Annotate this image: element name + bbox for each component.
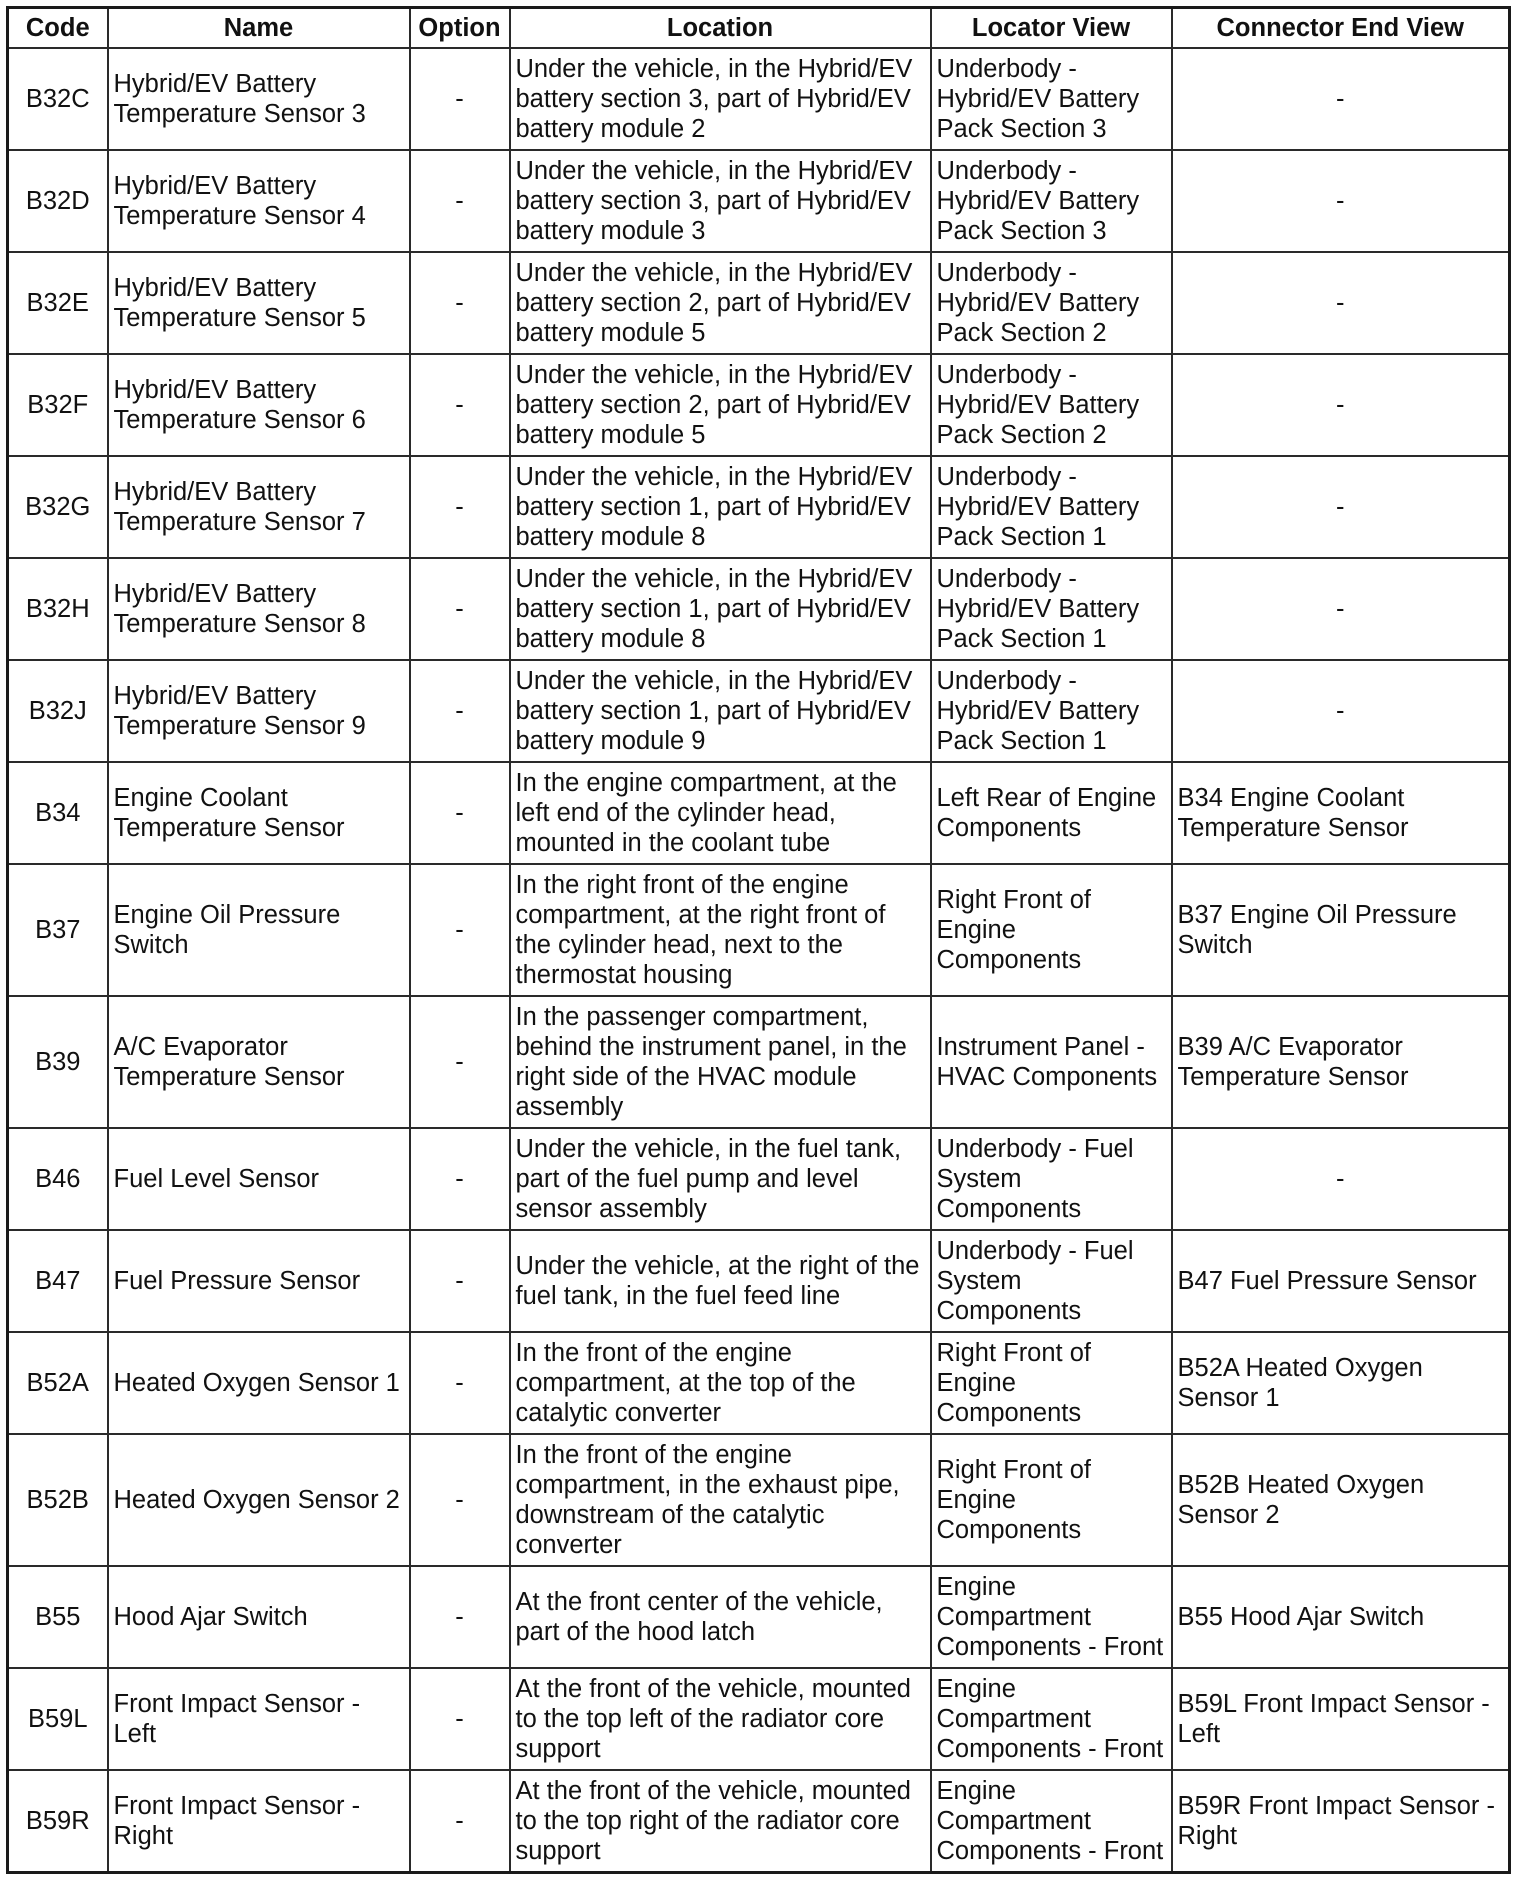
cell-option: - [410, 762, 510, 864]
cell-connector-end-view: - [1172, 456, 1510, 558]
cell-name: Front Impact Sensor - Left [108, 1668, 410, 1770]
cell-code: B32C [8, 48, 108, 150]
component-locator-table [6, 6, 1511, 1874]
table-row [8, 1332, 1510, 1434]
cell-name: Hybrid/EV Battery Temperature Sensor 9 [108, 660, 410, 762]
cell-option: - [410, 150, 510, 252]
cell-locator-view: Left Rear of Engine Components [931, 762, 1172, 864]
table-row [8, 1770, 1510, 1872]
cell-name: A/C Evaporator Temperature Sensor [108, 996, 410, 1128]
cell-location: In the passenger compartment, behind the instrument panel, in the right side of the HVAC module assembly [510, 996, 931, 1128]
cell-locator-view: Underbody - Fuel System Components [931, 1230, 1172, 1332]
cell-name: Hybrid/EV Battery Temperature Sensor 6 [108, 354, 410, 456]
cell-locator-view: Underbody - Hybrid/EV Battery Pack Section 2 [931, 252, 1172, 354]
cell-option: - [410, 252, 510, 354]
cell-connector-end-view: B34 Engine Coolant Temperature Sensor [1172, 762, 1510, 864]
cell-location: Under the vehicle, in the Hybrid/EV battery section 2, part of Hybrid/EV battery module 5 [510, 252, 931, 354]
cell-name: Engine Oil Pressure Switch [108, 864, 410, 996]
cell-option: - [410, 1128, 510, 1230]
table-row [8, 456, 1510, 558]
cell-option: - [410, 1230, 510, 1332]
cell-locator-view: Right Front of Engine Components [931, 864, 1172, 996]
cell-location: Under the vehicle, in the Hybrid/EV battery section 1, part of Hybrid/EV battery module 8 [510, 558, 931, 660]
cell-locator-view: Underbody - Fuel System Components [931, 1128, 1172, 1230]
cell-code: B47 [8, 1230, 108, 1332]
cell-connector-end-view: - [1172, 48, 1510, 150]
cell-locator-view: Engine Compartment Components - Front [931, 1668, 1172, 1770]
cell-code: B52B [8, 1434, 108, 1566]
cell-name: Engine Coolant Temperature Sensor [108, 762, 410, 864]
cell-connector-end-view: B39 A/C Evaporator Temperature Sensor [1172, 996, 1510, 1128]
cell-connector-end-view: - [1172, 558, 1510, 660]
cell-code: B32J [8, 660, 108, 762]
cell-name: Hybrid/EV Battery Temperature Sensor 7 [108, 456, 410, 558]
cell-name: Fuel Level Sensor [108, 1128, 410, 1230]
cell-code: B32H [8, 558, 108, 660]
cell-code: B55 [8, 1566, 108, 1668]
cell-name: Heated Oxygen Sensor 1 [108, 1332, 410, 1434]
header-name: Name [108, 8, 410, 49]
cell-option: - [410, 1668, 510, 1770]
header-locator-view: Locator View [931, 8, 1172, 49]
cell-name: Hood Ajar Switch [108, 1566, 410, 1668]
cell-connector-end-view: B47 Fuel Pressure Sensor [1172, 1230, 1510, 1332]
cell-option: - [410, 1434, 510, 1566]
cell-name: Heated Oxygen Sensor 2 [108, 1434, 410, 1566]
cell-connector-end-view: B37 Engine Oil Pressure Switch [1172, 864, 1510, 996]
cell-name: Front Impact Sensor - Right [108, 1770, 410, 1872]
cell-option: - [410, 354, 510, 456]
cell-location: Under the vehicle, at the right of the fuel tank, in the fuel feed line [510, 1230, 931, 1332]
cell-code: B32F [8, 354, 108, 456]
cell-option: - [410, 1332, 510, 1434]
table-row [8, 996, 1510, 1128]
cell-option: - [410, 456, 510, 558]
cell-name: Fuel Pressure Sensor [108, 1230, 410, 1332]
cell-locator-view: Right Front of Engine Components [931, 1434, 1172, 1566]
cell-option: - [410, 864, 510, 996]
cell-option: - [410, 48, 510, 150]
cell-connector-end-view: - [1172, 660, 1510, 762]
cell-option: - [410, 660, 510, 762]
cell-locator-view: Engine Compartment Components - Front [931, 1770, 1172, 1872]
cell-locator-view: Underbody - Hybrid/EV Battery Pack Section 1 [931, 558, 1172, 660]
cell-location: In the engine compartment, at the left end of the cylinder head, mounted in the coolant tube [510, 762, 931, 864]
cell-location: Under the vehicle, in the Hybrid/EV battery section 1, part of Hybrid/EV battery module 8 [510, 456, 931, 558]
cell-connector-end-view: B59L Front Impact Sensor - Left [1172, 1668, 1510, 1770]
cell-connector-end-view: B55 Hood Ajar Switch [1172, 1566, 1510, 1668]
table-row [8, 150, 1510, 252]
cell-location: At the front of the vehicle, mounted to the top left of the radiator core support [510, 1668, 931, 1770]
table-row [8, 354, 1510, 456]
cell-code: B32E [8, 252, 108, 354]
cell-locator-view: Engine Compartment Components - Front [931, 1566, 1172, 1668]
table-row [8, 252, 1510, 354]
cell-code: B46 [8, 1128, 108, 1230]
table-row [8, 1566, 1510, 1668]
table-row [8, 558, 1510, 660]
cell-name: Hybrid/EV Battery Temperature Sensor 3 [108, 48, 410, 150]
cell-option: - [410, 1566, 510, 1668]
header-row [8, 8, 1510, 49]
cell-option: - [410, 558, 510, 660]
cell-locator-view: Underbody - Hybrid/EV Battery Pack Section 2 [931, 354, 1172, 456]
cell-locator-view: Underbody - Hybrid/EV Battery Pack Section 3 [931, 48, 1172, 150]
cell-code: B52A [8, 1332, 108, 1434]
cell-code: B32D [8, 150, 108, 252]
cell-location: In the front of the engine compartment, in the exhaust pipe, downstream of the catalytic converter [510, 1434, 931, 1566]
cell-code: B39 [8, 996, 108, 1128]
table-row [8, 1230, 1510, 1332]
cell-option: - [410, 996, 510, 1128]
cell-code: B59L [8, 1668, 108, 1770]
cell-code: B32G [8, 456, 108, 558]
cell-code: B59R [8, 1770, 108, 1872]
cell-code: B34 [8, 762, 108, 864]
cell-connector-end-view: B52A Heated Oxygen Sensor 1 [1172, 1332, 1510, 1434]
cell-location: In the front of the engine compartment, at the top of the catalytic converter [510, 1332, 931, 1434]
cell-name: Hybrid/EV Battery Temperature Sensor 8 [108, 558, 410, 660]
cell-connector-end-view: - [1172, 150, 1510, 252]
cell-location: Under the vehicle, in the Hybrid/EV battery section 2, part of Hybrid/EV battery module 5 [510, 354, 931, 456]
cell-locator-view: Instrument Panel - HVAC Components [931, 996, 1172, 1128]
cell-connector-end-view: - [1172, 252, 1510, 354]
cell-name: Hybrid/EV Battery Temperature Sensor 4 [108, 150, 410, 252]
cell-location: Under the vehicle, in the fuel tank, part of the fuel pump and level sensor assembly [510, 1128, 931, 1230]
header-connector-end-view: Connector End View [1172, 8, 1510, 49]
table-row [8, 1668, 1510, 1770]
table-row [8, 660, 1510, 762]
header-option: Option [410, 8, 510, 49]
cell-location: Under the vehicle, in the Hybrid/EV battery section 3, part of Hybrid/EV battery module 3 [510, 150, 931, 252]
table-row [8, 48, 1510, 150]
cell-name: Hybrid/EV Battery Temperature Sensor 5 [108, 252, 410, 354]
cell-connector-end-view: - [1172, 1128, 1510, 1230]
header-code: Code [8, 8, 108, 49]
cell-location: At the front of the vehicle, mounted to the top right of the radiator core support [510, 1770, 931, 1872]
cell-location: Under the vehicle, in the Hybrid/EV battery section 1, part of Hybrid/EV battery module 9 [510, 660, 931, 762]
cell-locator-view: Underbody - Hybrid/EV Battery Pack Section 1 [931, 456, 1172, 558]
cell-option: - [410, 1770, 510, 1872]
cell-connector-end-view: B52B Heated Oxygen Sensor 2 [1172, 1434, 1510, 1566]
cell-code: B37 [8, 864, 108, 996]
table-row [8, 864, 1510, 996]
table-row [8, 762, 1510, 864]
cell-location: In the right front of the engine compartment, at the right front of the cylinder head, next to the thermostat housing [510, 864, 931, 996]
table-row [8, 1434, 1510, 1566]
cell-connector-end-view: B59R Front Impact Sensor - Right [1172, 1770, 1510, 1872]
cell-locator-view: Underbody - Hybrid/EV Battery Pack Section 1 [931, 660, 1172, 762]
cell-location: Under the vehicle, in the Hybrid/EV battery section 3, part of Hybrid/EV battery module 2 [510, 48, 931, 150]
cell-connector-end-view: - [1172, 354, 1510, 456]
cell-locator-view: Underbody - Hybrid/EV Battery Pack Section 3 [931, 150, 1172, 252]
header-location: Location [510, 8, 931, 49]
table-row [8, 1128, 1510, 1230]
cell-location: At the front center of the vehicle, part of the hood latch [510, 1566, 931, 1668]
cell-locator-view: Right Front of Engine Components [931, 1332, 1172, 1434]
